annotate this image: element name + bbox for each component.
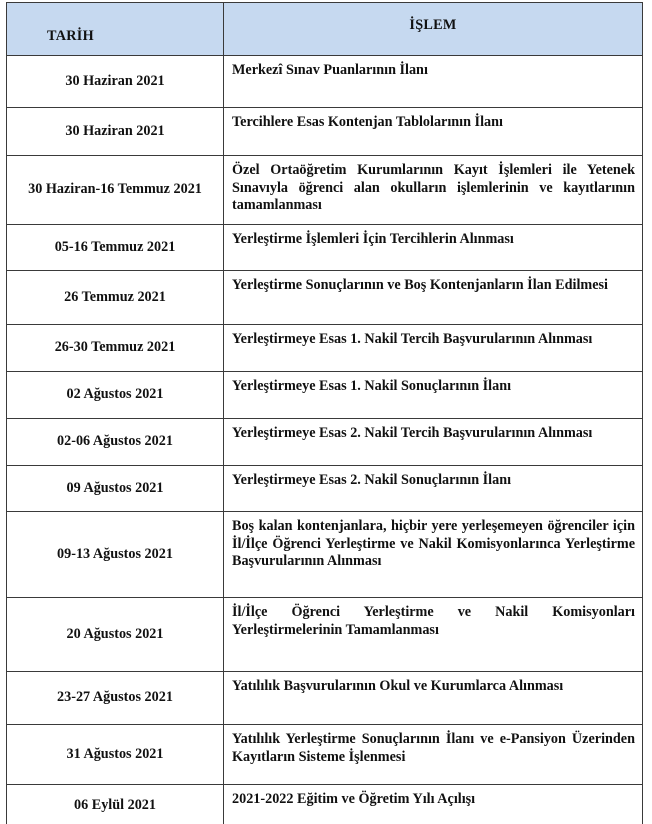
table-row bbox=[7, 271, 643, 325]
operation-column-header: İŞLEM bbox=[224, 3, 643, 56]
date-cell: 26 Temmuz 2021 bbox=[7, 271, 224, 325]
table-row bbox=[7, 672, 643, 725]
date-cell: 09-13 Ağustos 2021 bbox=[7, 512, 224, 598]
operation-cell: Yatılılık Başvurularının Okul ve Kurumlarca Alınması bbox=[224, 672, 643, 725]
date-column-header: TARİH bbox=[7, 3, 224, 56]
date-cell: 09 Ağustos 2021 bbox=[7, 466, 224, 512]
schedule-table bbox=[6, 2, 643, 824]
date-cell: 05-16 Temmuz 2021 bbox=[7, 225, 224, 271]
date-cell: 26-30 Temmuz 2021 bbox=[7, 325, 224, 372]
operation-cell: Boş kalan kontenjanlara, hiçbir yere yerleşemeyen öğrenciler için İl/İlçe Öğrenci Yerleştirme ve Nakil Komisyonlarınca Yerleştirme Başvurularının Alınması bbox=[224, 512, 643, 598]
table-row bbox=[7, 725, 643, 785]
date-cell: 02 Ağustos 2021 bbox=[7, 372, 224, 419]
operation-cell: Yerleştirmeye Esas 1. Nakil Tercih Başvurularının Alınması bbox=[224, 325, 643, 372]
operation-cell: Yatılılık Yerleştirme Sonuçlarının İlanı ve e-Pansiyon Üzerinden Kayıtların Sisteme İşlenmesi bbox=[224, 725, 643, 785]
table-row bbox=[7, 466, 643, 512]
table-row bbox=[7, 325, 643, 372]
table-row bbox=[7, 598, 643, 672]
date-cell: 30 Haziran 2021 bbox=[7, 56, 224, 108]
table-row bbox=[7, 108, 643, 156]
date-cell: 31 Ağustos 2021 bbox=[7, 725, 224, 785]
date-cell: 02-06 Ağustos 2021 bbox=[7, 419, 224, 466]
date-cell: 30 Haziran 2021 bbox=[7, 108, 224, 156]
date-cell: 30 Haziran-16 Temmuz 2021 bbox=[7, 156, 224, 225]
operation-cell: Yerleştirme İşlemleri İçin Tercihlerin Alınması bbox=[224, 225, 643, 271]
date-cell: 06 Eylül 2021 bbox=[7, 785, 224, 824]
table-row bbox=[7, 156, 643, 225]
table-row bbox=[7, 785, 643, 824]
table-row bbox=[7, 372, 643, 419]
table-row bbox=[7, 56, 643, 108]
table-row bbox=[7, 419, 643, 466]
operation-cell: Yerleştirmeye Esas 2. Nakil Sonuçlarının İlanı bbox=[224, 466, 643, 512]
table-row bbox=[7, 512, 643, 598]
table-header-row bbox=[7, 3, 643, 56]
table-row bbox=[7, 225, 643, 271]
operation-cell: Merkezî Sınav Puanlarının İlanı bbox=[224, 56, 643, 108]
operation-cell: Özel Ortaöğretim Kurumlarının Kayıt İşlemleri ile Yetenek Sınavıyla öğrenci alan okulların işlemlerinin ve kayıtlarının tamamlanması bbox=[224, 156, 643, 225]
operation-cell: İl/İlçe Öğrenci Yerleştirme ve Nakil Komisyonları Yerleştirmelerinin Tamamlanması bbox=[224, 598, 643, 672]
operation-cell: 2021-2022 Eğitim ve Öğretim Yılı Açılışı bbox=[224, 785, 643, 824]
schedule-body bbox=[7, 56, 643, 824]
operation-cell: Tercihlere Esas Kontenjan Tablolarının İlanı bbox=[224, 108, 643, 156]
operation-cell: Yerleştirmeye Esas 1. Nakil Sonuçlarının İlanı bbox=[224, 372, 643, 419]
operation-cell: Yerleştirme Sonuçlarının ve Boş Kontenjanların İlan Edilmesi bbox=[224, 271, 643, 325]
date-cell: 23-27 Ağustos 2021 bbox=[7, 672, 224, 725]
date-cell: 20 Ağustos 2021 bbox=[7, 598, 224, 672]
operation-cell: Yerleştirmeye Esas 2. Nakil Tercih Başvurularının Alınması bbox=[224, 419, 643, 466]
